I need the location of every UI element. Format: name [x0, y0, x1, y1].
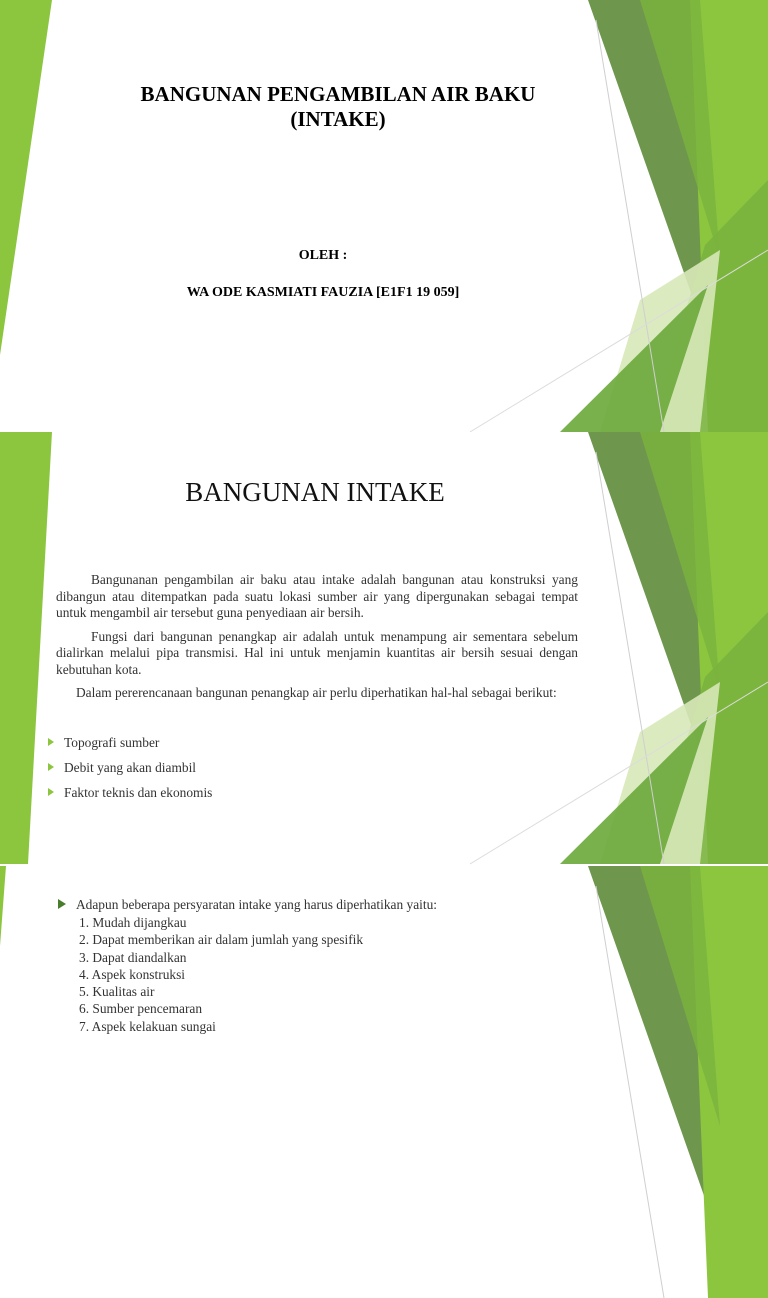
- title-line-1: BANGUNAN PENGAMBILAN AIR BAKU: [140, 82, 536, 106]
- list-item: Debit yang akan diambil: [48, 760, 212, 785]
- title-line-2: (INTAKE): [290, 107, 386, 131]
- list-item: 1. Mudah dijangkau: [79, 915, 187, 930]
- slide-heading: BANGUNAN INTAKE: [185, 477, 445, 507]
- presentation-title: [88, 82, 588, 132]
- requirements-list: [79, 914, 363, 1035]
- by-label: OLEH :: [298, 248, 348, 263]
- list-item: 4. Aspek konstruksi: [79, 966, 186, 982]
- paragraph-function: Fungsi dari bangunan penangkap air adalah untuk menampung air sementara sebelum dialirkan melalui pipa transmisi. Hal ini untuk menjamin kuantitas air bersih sesuai dengan kebutuhan kota.: [56, 628, 578, 677]
- list-item: 2. Dapat memberikan air dalam jumlah yang spesifik: [79, 932, 364, 948]
- paragraph-planning: Dalam pererencanaan bangunan penangkap air perlu diperhatikan hal-hal sebagai berikut:: [76, 685, 557, 700]
- list-item: 5. Kualitas air: [79, 984, 155, 1000]
- list-item: Faktor teknis dan ekonomis: [48, 785, 212, 810]
- list-item: 6. Sumber pencemaran: [79, 1001, 203, 1017]
- slide-bangunan-intake: [0, 432, 768, 864]
- author-name: WA ODE KASMIATI FAUZIA [E1F1 19 059]: [186, 285, 460, 300]
- paragraph-definition: Bangunanan pengambilan air baku atau intake adalah bangunan atau konstruksi yang dibangun atau ditempatkan pada suatu lokasi sumber air yang dipergunakan sebagai tempat untuk mengambil air tersebut guna penyediaan air bersih.: [56, 572, 578, 620]
- requirements-lead: Adapun beberapa persyaratan intake yang harus diperhatikan yaitu:: [58, 897, 437, 913]
- list-item: Topografi sumber: [48, 735, 212, 760]
- list-item: 7. Aspek kelakuan sungai: [79, 1018, 216, 1034]
- list-item: 3. Dapat diandalkan: [79, 949, 187, 965]
- arrow-bullet-icon: [58, 899, 66, 909]
- arrow-bullet-icon: [48, 788, 54, 796]
- arrow-bullet-icon: [48, 763, 54, 771]
- arrow-bullet-icon: [48, 738, 54, 746]
- bullet-list: [48, 735, 212, 810]
- body-text: [56, 572, 578, 709]
- slide-title: [0, 0, 768, 432]
- slide-requirements: [0, 866, 768, 1034]
